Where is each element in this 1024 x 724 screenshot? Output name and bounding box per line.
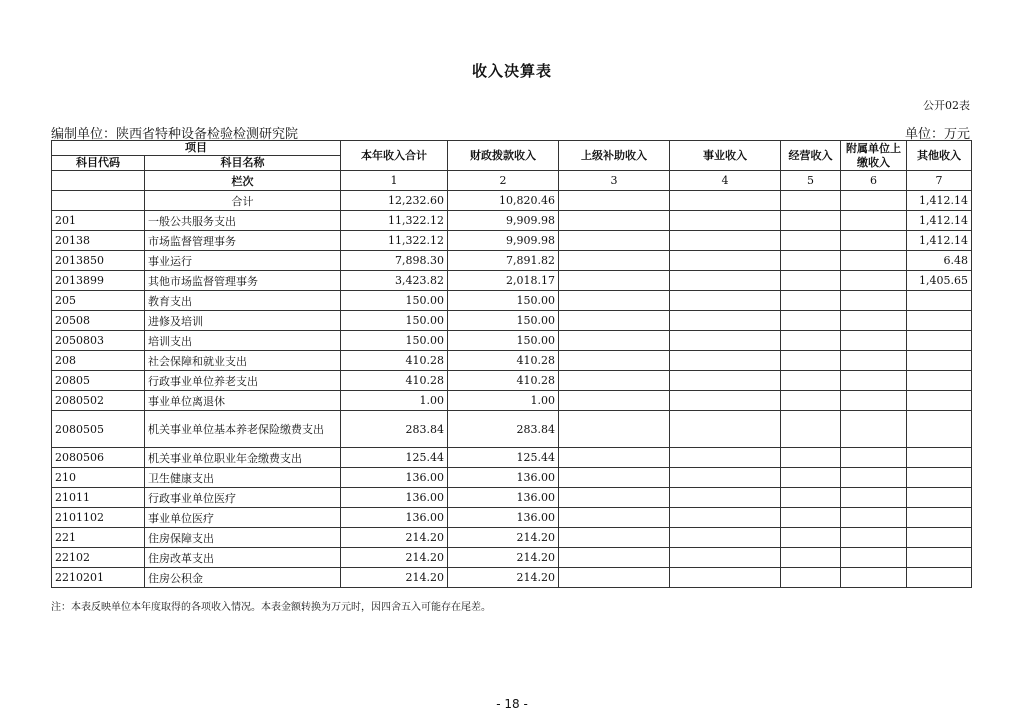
operating-income (781, 331, 841, 351)
total-fiscal: 10,820.46 (448, 191, 559, 211)
subsidy-income (559, 231, 670, 251)
operating-income (781, 448, 841, 468)
account-code: 20508 (52, 311, 145, 331)
other-income (907, 568, 972, 588)
other-income (907, 311, 972, 331)
fiscal-income: 214.20 (448, 548, 559, 568)
subsidy-income (559, 568, 670, 588)
account-code: 2080502 (52, 391, 145, 411)
subsidy-income (559, 311, 670, 331)
business-income (670, 548, 781, 568)
operating-income (781, 508, 841, 528)
affiliated-income (841, 291, 907, 311)
header-other: 其他收入 (907, 141, 972, 171)
income-total: 11,322.12 (341, 231, 448, 251)
header-fiscal: 财政拨款收入 (448, 141, 559, 171)
affiliated-income (841, 271, 907, 291)
operating-income (781, 231, 841, 251)
account-code: 208 (52, 351, 145, 371)
other-income (907, 371, 972, 391)
other-income: 1,412.14 (907, 211, 972, 231)
account-name: 住房公积金 (145, 568, 341, 588)
table-row (52, 468, 972, 488)
fiscal-income: 2,018.17 (448, 271, 559, 291)
subsidy-income (559, 411, 670, 448)
table-row (52, 508, 972, 528)
business-income (670, 411, 781, 448)
account-code: 20805 (52, 371, 145, 391)
table-row (52, 548, 972, 568)
business-income (670, 468, 781, 488)
operating-income (781, 411, 841, 448)
subsidy-income (559, 351, 670, 371)
subsidy-income (559, 448, 670, 468)
table-row (52, 271, 972, 291)
operating-income (781, 291, 841, 311)
other-income (907, 331, 972, 351)
header-code: 科目代码 (52, 156, 145, 171)
business-income (670, 568, 781, 588)
account-code: 210 (52, 468, 145, 488)
fiscal-income: 1.00 (448, 391, 559, 411)
subsidy-income (559, 331, 670, 351)
business-income (670, 508, 781, 528)
operating-income (781, 391, 841, 411)
account-name: 机关事业单位职业年金缴费支出 (145, 448, 341, 468)
income-total: 410.28 (341, 371, 448, 391)
total-income: 12,232.60 (341, 191, 448, 211)
affiliated-income (841, 231, 907, 251)
income-total: 410.28 (341, 351, 448, 371)
operating-income (781, 548, 841, 568)
header-total: 本年收入合计 (341, 141, 448, 171)
fiscal-income: 150.00 (448, 291, 559, 311)
income-total: 150.00 (341, 291, 448, 311)
account-name: 市场监督管理事务 (145, 231, 341, 251)
header-affiliated: 附属单位上缴收入 (841, 141, 907, 171)
other-income: 1,412.14 (907, 231, 972, 251)
income-total: 1.00 (341, 391, 448, 411)
column-index: 4 (670, 171, 781, 191)
page-number: - 18 - (496, 697, 528, 711)
account-name: 机关事业单位基本养老保险缴费支出 (145, 411, 341, 448)
account-name: 培训支出 (145, 331, 341, 351)
form-code: 公开02表 (923, 99, 970, 112)
income-total: 283.84 (341, 411, 448, 448)
table-row (52, 411, 972, 448)
income-total: 136.00 (341, 488, 448, 508)
fiscal-income: 9,909.98 (448, 211, 559, 231)
table-row (52, 568, 972, 588)
header-name: 科目名称 (145, 156, 341, 171)
business-income (670, 448, 781, 468)
affiliated-income (841, 311, 907, 331)
income-total: 214.20 (341, 548, 448, 568)
currency-unit: 单位：万元 (904, 127, 970, 142)
table-row (52, 231, 972, 251)
other-income (907, 448, 972, 468)
affiliated-income (841, 371, 907, 391)
affiliated-income (841, 548, 907, 568)
affiliated-income (841, 251, 907, 271)
operating-income (781, 271, 841, 291)
account-code: 2080505 (52, 411, 145, 448)
account-name: 进修及培训 (145, 311, 341, 331)
income-total: 214.20 (341, 568, 448, 588)
other-income: 6.48 (907, 251, 972, 271)
header-operating: 经营收入 (781, 141, 841, 171)
total-row (52, 191, 972, 211)
table-row (52, 528, 972, 548)
table-row (52, 488, 972, 508)
column-index: 7 (907, 171, 972, 191)
account-code: 2080506 (52, 448, 145, 468)
header-row-1 (52, 141, 972, 156)
page-title: 收入决算表 (471, 62, 552, 80)
column-index: 3 (559, 171, 670, 191)
operating-income (781, 528, 841, 548)
account-name: 事业单位医疗 (145, 508, 341, 528)
table-note: 注：本表反映单位本年度取得的各项收入情况。本表金额转换为万元时，因四舍五入可能存在尾差。 (51, 602, 491, 613)
column-index: 1 (341, 171, 448, 191)
income-total: 214.20 (341, 528, 448, 548)
operating-income (781, 251, 841, 271)
affiliated-income (841, 331, 907, 351)
fiscal-income: 410.28 (448, 371, 559, 391)
affiliated-income (841, 351, 907, 371)
account-code: 2210201 (52, 568, 145, 588)
business-income (670, 331, 781, 351)
affiliated-income (841, 528, 907, 548)
account-name: 事业运行 (145, 251, 341, 271)
fiscal-income: 214.20 (448, 528, 559, 548)
account-name: 住房改革支出 (145, 548, 341, 568)
account-code: 205 (52, 291, 145, 311)
fiscal-income: 410.28 (448, 351, 559, 371)
income-total: 136.00 (341, 468, 448, 488)
column-index-row (52, 171, 972, 191)
business-income (670, 211, 781, 231)
operating-income (781, 311, 841, 331)
account-name: 一般公共服务支出 (145, 211, 341, 231)
business-income (670, 528, 781, 548)
account-name: 其他市场监督管理事务 (145, 271, 341, 291)
table-row (52, 371, 972, 391)
income-table (51, 140, 972, 588)
other-income (907, 411, 972, 448)
operating-income (781, 371, 841, 391)
account-name: 住房保障支出 (145, 528, 341, 548)
fiscal-income: 136.00 (448, 508, 559, 528)
business-income (670, 391, 781, 411)
account-name: 事业单位离退休 (145, 391, 341, 411)
account-code: 2050803 (52, 331, 145, 351)
column-index-label: 栏次 (145, 171, 341, 191)
account-name: 行政事业单位养老支出 (145, 371, 341, 391)
table-row (52, 311, 972, 331)
business-income (670, 251, 781, 271)
income-total: 125.44 (341, 448, 448, 468)
header-item: 项目 (52, 141, 341, 156)
subsidy-income (559, 548, 670, 568)
fiscal-income: 125.44 (448, 448, 559, 468)
account-name: 教育支出 (145, 291, 341, 311)
table-row (52, 391, 972, 411)
fiscal-income: 136.00 (448, 468, 559, 488)
other-income (907, 291, 972, 311)
income-total: 150.00 (341, 311, 448, 331)
other-income: 1,405.65 (907, 271, 972, 291)
account-code: 2013899 (52, 271, 145, 291)
income-total: 11,322.12 (341, 211, 448, 231)
business-income (670, 291, 781, 311)
table-row (52, 251, 972, 271)
income-total: 136.00 (341, 508, 448, 528)
account-code: 2101102 (52, 508, 145, 528)
subsidy-income (559, 371, 670, 391)
subsidy-income (559, 528, 670, 548)
fiscal-income: 150.00 (448, 311, 559, 331)
business-income (670, 351, 781, 371)
account-code: 221 (52, 528, 145, 548)
subsidy-income (559, 211, 670, 231)
fiscal-income: 214.20 (448, 568, 559, 588)
column-index: 6 (841, 171, 907, 191)
subsidy-income (559, 508, 670, 528)
account-name: 社会保障和就业支出 (145, 351, 341, 371)
subsidy-income (559, 291, 670, 311)
other-income (907, 488, 972, 508)
subsidy-income (559, 488, 670, 508)
column-index: 2 (448, 171, 559, 191)
other-income (907, 351, 972, 371)
business-income (670, 311, 781, 331)
account-name: 行政事业单位医疗 (145, 488, 341, 508)
affiliated-income (841, 448, 907, 468)
subsidy-income (559, 391, 670, 411)
other-income (907, 391, 972, 411)
total-label: 合计 (145, 191, 341, 211)
affiliated-income (841, 211, 907, 231)
income-total: 3,423.82 (341, 271, 448, 291)
table-row (52, 448, 972, 468)
business-income (670, 488, 781, 508)
affiliated-income (841, 391, 907, 411)
account-name: 卫生健康支出 (145, 468, 341, 488)
table-row (52, 351, 972, 371)
fiscal-income: 7,891.82 (448, 251, 559, 271)
income-total: 150.00 (341, 331, 448, 351)
other-income (907, 528, 972, 548)
subsidy-income (559, 271, 670, 291)
other-income (907, 548, 972, 568)
header-business: 事业收入 (670, 141, 781, 171)
affiliated-income (841, 411, 907, 448)
header-subsidy: 上级补助收入 (559, 141, 670, 171)
account-code: 20138 (52, 231, 145, 251)
column-index: 5 (781, 171, 841, 191)
other-income (907, 468, 972, 488)
business-income (670, 371, 781, 391)
affiliated-income (841, 568, 907, 588)
reporting-unit: 编制单位：陕西省特种设备检验检测研究院 (51, 127, 299, 142)
fiscal-income: 9,909.98 (448, 231, 559, 251)
operating-income (781, 568, 841, 588)
business-income (670, 231, 781, 251)
fiscal-income: 150.00 (448, 331, 559, 351)
account-code: 22102 (52, 548, 145, 568)
table-row (52, 331, 972, 351)
fiscal-income: 136.00 (448, 488, 559, 508)
operating-income (781, 488, 841, 508)
affiliated-income (841, 488, 907, 508)
subsidy-income (559, 468, 670, 488)
account-code: 201 (52, 211, 145, 231)
income-total: 7,898.30 (341, 251, 448, 271)
table-row (52, 291, 972, 311)
table-row (52, 211, 972, 231)
fiscal-income: 283.84 (448, 411, 559, 448)
affiliated-income (841, 508, 907, 528)
total-other: 1,412.14 (907, 191, 972, 211)
business-income (670, 271, 781, 291)
affiliated-income (841, 468, 907, 488)
other-income (907, 508, 972, 528)
account-code: 21011 (52, 488, 145, 508)
operating-income (781, 468, 841, 488)
operating-income (781, 351, 841, 371)
subsidy-income (559, 251, 670, 271)
operating-income (781, 211, 841, 231)
account-code: 2013850 (52, 251, 145, 271)
